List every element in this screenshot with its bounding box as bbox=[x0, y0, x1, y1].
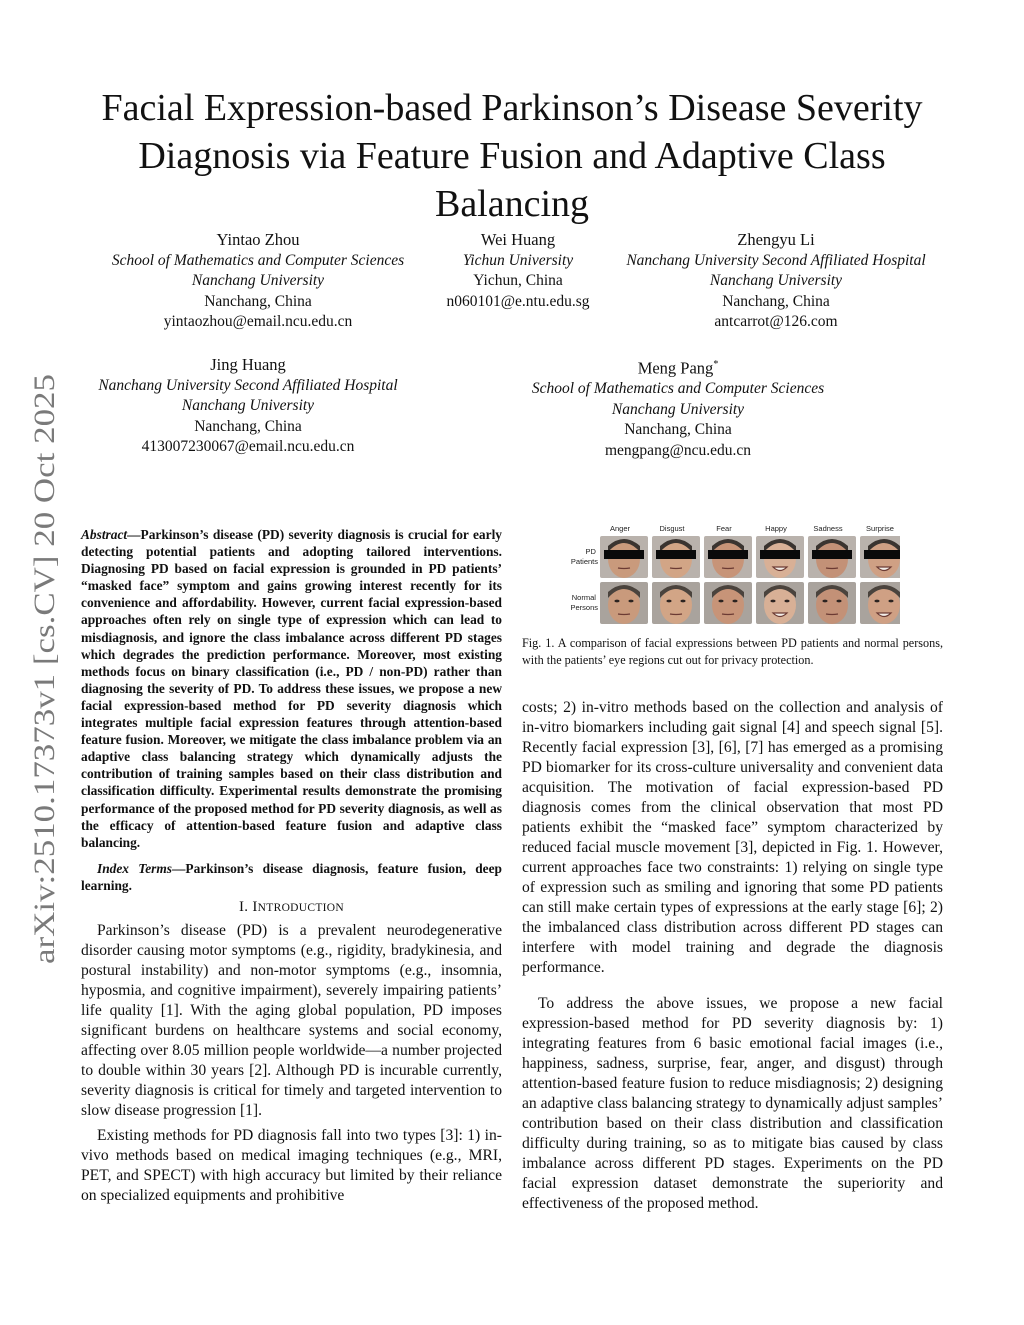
index-terms-text: —Parkinson’s disease diagnosis, feature fusion, deep learning. bbox=[81, 861, 502, 894]
body-paragraph bbox=[81, 921, 502, 1121]
pd-patient-face-photo bbox=[860, 536, 900, 578]
author-affiliation: Yichun University bbox=[462, 251, 574, 269]
normal-person-face-photo bbox=[756, 582, 804, 624]
author-email: n060101@e.ntu.edu.sg bbox=[446, 292, 590, 310]
author-block bbox=[498, 355, 858, 461]
author-affiliation: Nanchang University Second Affiliated Hospital bbox=[98, 376, 398, 394]
normal-person-face-photo bbox=[652, 582, 700, 624]
author-name bbox=[498, 355, 858, 379]
body-paragraph bbox=[522, 994, 943, 1214]
author-email: yintaozhou@email.ncu.edu.cn bbox=[163, 313, 353, 330]
author-name: Wei Huang bbox=[480, 230, 556, 249]
paragraph-text: Parkinson’s disease (PD) is a prevalent neurodegenerative disorder causing motor symptoms (e.g., rigidity, bradykinesia, and postural instability) and non-motor symptoms (e.g., insomnia, hyposmia, and cognitive impairment), severely impairing patients’ life quality [1]. With the aging global population, PD imposes significant burdens on healthcare systems and social economy, affecting over 8.05 million people worldwide—a number projected to double within 30 years [2]. Although PD is incurable currently, severity diagnosis is critical for timely and targeted intervention to slow disease progression [1]. bbox=[81, 922, 502, 1119]
author-name: Zhengyu Li bbox=[737, 230, 815, 249]
expression-label: Disgust bbox=[659, 524, 685, 533]
author-block bbox=[596, 230, 956, 333]
normal-person-face-photo bbox=[808, 582, 856, 624]
pd-patient-face-photo bbox=[704, 536, 752, 578]
arxiv-stamp-text: arXiv:2510.17373v1 [cs.CV] 20 Oct 2025 bbox=[29, 465, 61, 964]
privacy-eye-bar bbox=[760, 550, 800, 559]
arxiv-stamp bbox=[14, 374, 72, 964]
author-location: Yichun, China bbox=[473, 272, 563, 289]
expression-label: Surprise bbox=[866, 524, 894, 533]
privacy-eye-bar bbox=[812, 550, 852, 559]
normal-person-face-photo bbox=[860, 582, 900, 624]
privacy-eye-bar bbox=[604, 550, 644, 559]
author-block bbox=[78, 230, 438, 333]
pd-patient-face-photo bbox=[756, 536, 804, 578]
author-affiliation: School of Mathematics and Computer Sciences bbox=[531, 380, 825, 397]
expression-label: Fear bbox=[716, 524, 732, 533]
author-location: Nanchang, China bbox=[624, 421, 732, 438]
row-label-pd bbox=[571, 547, 598, 566]
privacy-eye-bar bbox=[864, 550, 900, 559]
normal-person-face-photo bbox=[704, 582, 752, 624]
expression-label: Happy bbox=[765, 524, 787, 533]
author-name-text: Meng Pang bbox=[637, 358, 714, 378]
expression-label: Sadness bbox=[813, 524, 843, 533]
abstract-text: —Parkinson’s disease (PD) severity diagnosis is crucial for early detecting potential patients and adopting tailored interventions. Diagnosing PD based on facial expression is grounded in PD patients’ “masked face” symptom and gains growing interest recently for its convenience and affordability. However, current facial expression-based approaches often rely on single type of expression which can lead to misdiagnosis, and ignore the class imbalance across different PD stages which degrades the prediction performance. Moreover, most existing methods focus on binary classification (i.e., PD / non-PD) rather than diagnosing the severity of PD. To address these issues, we propose a new facial expression-based method for PD severity diagnosis which integrates multiple facial expression features through attention-based feature fusion. Moreover, we mitigate the class imbalance problem via an adaptive class balancing strategy which dynamically adjusts the contribution of training samples based on their class distribution and classification difficulty. Experimental results demonstrate the promising performance of the proposed method for PD severity diagnosis, as well as the efficacy of attention-based feature fusion and adaptive class balancing. bbox=[81, 527, 502, 850]
author-email: mengpang@ncu.edu.cn bbox=[605, 441, 751, 459]
row-label-pd-text: PD bbox=[585, 547, 596, 556]
author-location: Nanchang, China bbox=[204, 292, 312, 310]
figure-1 bbox=[560, 522, 900, 624]
author-block bbox=[418, 230, 618, 312]
author-affiliation: Nanchang University Second Affiliated Hospital bbox=[626, 251, 926, 269]
paragraph-text: To address the above issues, we propose a new facial expression-based method for PD severity diagnosis by: 1) integrating features from 6 basic emotional facial images (i.e., happiness, sadness, surprise, fear, anger, and disgust) through attention-based feature fusion to reduce misdiagnosis; 2) designing an adaptive class balancing strategy to dynamically adjust samples’ contribution based on their class distribution and classification difficulty during training, so as to mitigate bias caused by class imbalance across different PD stages. Experiments on the PD facial expression dataset demonstrate the superiority and effectiveness of the proposed method. bbox=[522, 995, 943, 1212]
author-email: antcarrot@126.com bbox=[714, 313, 838, 330]
author-institution: Nanchang University bbox=[181, 397, 315, 414]
author-name: Yintao Zhou bbox=[216, 230, 300, 249]
pd-patient-face-photo bbox=[652, 536, 700, 578]
paragraph-text: costs; 2) in-vitro methods based on the collection and analysis of in-vitro biomarkers including gait signal [4] and speech signal [5]. Recently facial expression [3], [6], [7] has emerged as a promising PD biomarker for its cross-culture universality and convenient data acquisition. The motivation of facial expression-based PD diagnosis comes from the clinical observation that most PD patients exhibit the “masked face” symptom characterized by reduced facial muscle movement [3], depicted in Fig. 1. However, current approaches face two constraints: 1) relying on single type of expression such as smiling and ignoring that some PD patients can still make certain types of expressions at the early stage [6]; 2) the imbalanced class distribution across different PD stages can interfere with model training and degrade the diagnosis performance. bbox=[522, 699, 943, 976]
abstract-label: Abstract bbox=[81, 527, 128, 542]
author-location: Nanchang, China bbox=[194, 417, 302, 435]
pd-patient-face-photo bbox=[808, 536, 856, 578]
author-institution: Nanchang University bbox=[611, 400, 745, 418]
paragraph-text: Existing methods for PD diagnosis fall into two types [3]: 1) in-vivo methods based on medical imaging techniques (e.g., MRI, PET, and SPECT) with high accuracy but limited by their reliance on specialized equipments and prohibitive bbox=[81, 1127, 502, 1204]
author-name: Jing Huang bbox=[210, 355, 286, 374]
expression-label: Anger bbox=[609, 524, 631, 533]
body-paragraph bbox=[81, 1126, 502, 1206]
corresponding-author-mark: * bbox=[713, 359, 719, 370]
author-block bbox=[68, 355, 428, 458]
figure-caption: Fig. 1. A comparison of facial expressions between PD patients and normal persons, with the patients’ eye regions cut out for privacy protection. bbox=[522, 636, 943, 667]
section-number: I. bbox=[238, 899, 249, 915]
normal-person-face-photo bbox=[600, 582, 648, 624]
author-affiliation: School of Mathematics and Computer Sciences bbox=[111, 251, 405, 269]
index-terms bbox=[81, 860, 502, 894]
privacy-eye-bar bbox=[708, 550, 748, 559]
row-label-pd-text: Patients bbox=[570, 557, 598, 566]
body-paragraph bbox=[522, 698, 943, 978]
paper-title: Facial Expression-based Parkinson’s Disease Severity Diagnosis via Feature Fusion and Adaptive Class Balancing bbox=[101, 87, 923, 225]
index-terms-label: Index Terms bbox=[97, 861, 173, 876]
section-heading bbox=[81, 899, 502, 916]
abstract bbox=[81, 526, 502, 851]
section-title-rest: NTRODUCTION bbox=[257, 902, 345, 914]
author-institution: Nanchang University bbox=[709, 272, 843, 289]
section-title-initial: I bbox=[252, 899, 258, 915]
row-label-normal bbox=[570, 593, 598, 612]
author-institution: Nanchang University bbox=[191, 272, 325, 289]
row-label-normal-text: Normal bbox=[571, 593, 596, 602]
privacy-eye-bar bbox=[656, 550, 696, 559]
pd-patient-face-photo bbox=[600, 536, 648, 578]
row-label-normal-text: Persons bbox=[570, 603, 598, 612]
author-email: 413007230067@email.ncu.edu.cn bbox=[141, 438, 355, 455]
author-location: Nanchang, China bbox=[722, 292, 830, 310]
